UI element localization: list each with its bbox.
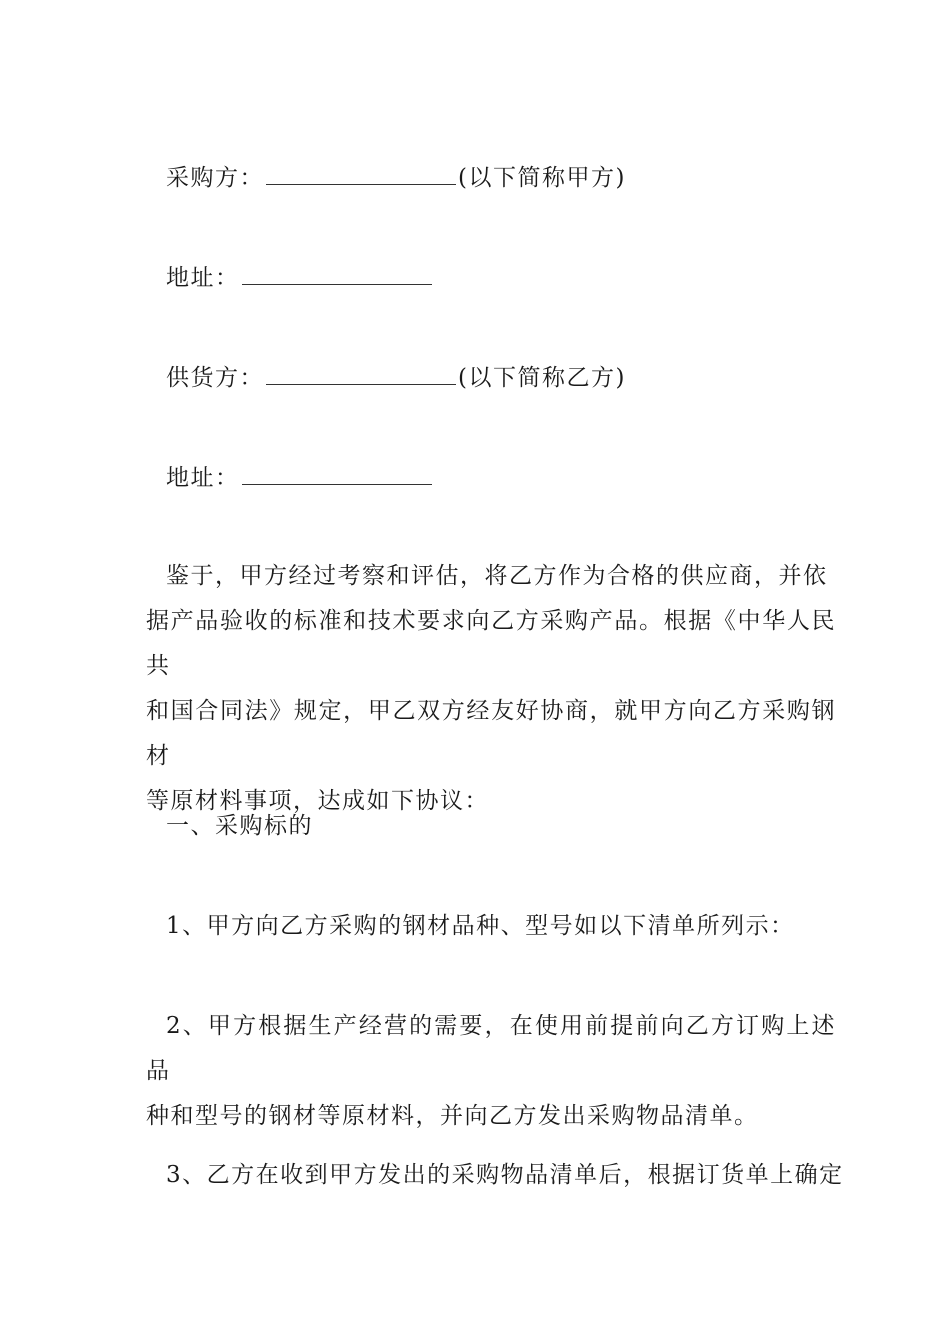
buyer-suffix: (以下简称甲方) <box>458 165 626 191</box>
buyer-line <box>166 166 626 190</box>
clause-2 <box>146 1004 836 1139</box>
preamble-line: 据产品验收的标准和技术要求向乙方采购产品。根据《中华人民共 <box>146 608 836 679</box>
preamble-line: 和国合同法》规定，甲乙双方经友好协商，就甲方向乙方采购钢材 <box>146 698 836 769</box>
supplier-line <box>166 366 626 390</box>
buyer-address-line <box>166 266 434 290</box>
buyer-name-blank[interactable] <box>266 166 456 185</box>
preamble-line: 等原材料事项，达成如下协议： <box>146 788 489 814</box>
supplier-suffix: (以下简称乙方) <box>458 365 626 391</box>
buyer-address-blank[interactable] <box>242 266 432 285</box>
preamble-line: 鉴于，甲方经过考察和评估，将乙方作为合格的供应商，并依 <box>166 563 828 589</box>
supplier-name-blank[interactable] <box>266 366 456 385</box>
buyer-address-label: 地址： <box>166 265 240 291</box>
preamble-paragraph <box>146 554 836 824</box>
clause-2-line: 种和型号的钢材等原材料，并向乙方发出采购物品清单。 <box>146 1103 759 1129</box>
clause-3: 3、乙方在收到甲方发出的采购物品清单后，根据订货单上确定 <box>166 1162 844 1188</box>
supplier-address-line <box>166 466 434 490</box>
section-heading: 一、采购标的 <box>166 813 313 839</box>
clause-2-line: 2、甲方根据生产经营的需要，在使用前提前向乙方订购上述品 <box>146 1013 836 1084</box>
supplier-label: 供货方： <box>166 365 264 391</box>
buyer-label: 采购方： <box>166 165 264 191</box>
supplier-address-blank[interactable] <box>242 466 432 485</box>
supplier-address-label: 地址： <box>166 465 240 491</box>
clause-1: 1、甲方向乙方采购的钢材品种、型号如以下清单所列示： <box>166 913 795 939</box>
